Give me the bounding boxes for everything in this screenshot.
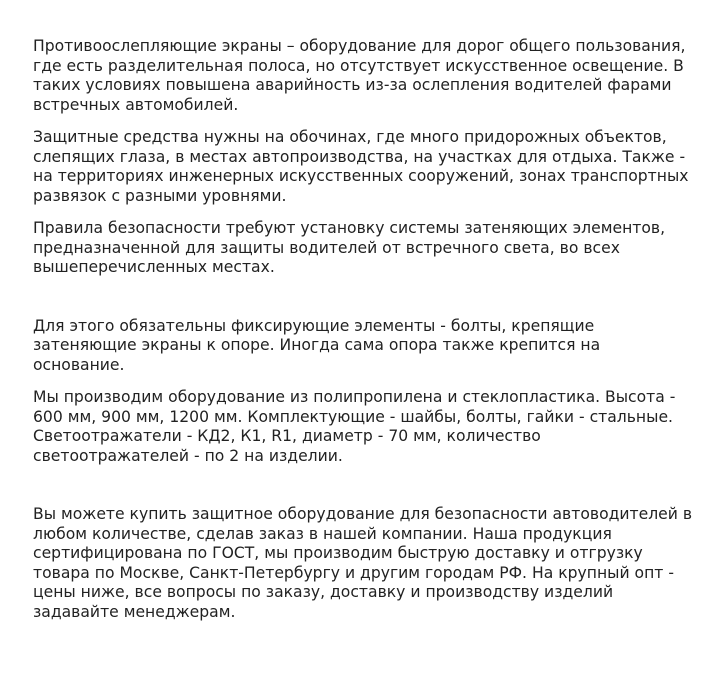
- paragraph-materials: Мы производим оборудование из полипропилена и стеклопластика. Высота - 600 мм, 900 мм, 1200 мм. Комплектующие - шайбы, болты, гайки - стальные. Светоотражатели - КД2, К1, R1, диаметр - 70 мм, количество светоотражателей - по 2 на изделии.: [33, 388, 676, 465]
- article-body: [33, 37, 693, 622]
- paragraph-safety-rules: Правила безопасности требуют установку системы затеняющих элементов, предназначенной для защиты водителей от встречного света, во всех вышеперечисленных местах.: [33, 219, 666, 276]
- paragraph-locations: Защитные средства нужны на обочинах, где много придорожных объектов, слепящих глаза, в местах автопроизводства, на участках для отдыха. Также - на территориях инженерных искусственных сооружений, зонах транспортных развязок с разными уровнями.: [33, 128, 689, 205]
- paragraph-fasteners: Для этого обязательны фиксирующие элементы - болты, крепящие затеняющие экраны к опоре. Иногда сама опора также крепится на основание.: [33, 316, 601, 374]
- paragraph-purchase: Вы можете купить защитное оборудование для безопасности автоводителей в любом количестве, сделав заказ в нашей компании. Наша продукция сертифицирована по ГОСТ, мы производим быструю доставку и отгрузку товара по Москве, Санкт-Петербургу и другим городам РФ. На крупный опт - цены ниже, все вопросы по заказу, доставку и производству изделий задавайте менеджерам.: [33, 505, 693, 621]
- paragraph-intro: Противоослепляющие экраны – оборудование для дорог общего пользования, где есть разделительная полоса, но отсутствует искусственное освещение. В таких условиях повышена аварийность из-за ослепления водителей фарами встречных автомобилей.: [33, 37, 686, 114]
